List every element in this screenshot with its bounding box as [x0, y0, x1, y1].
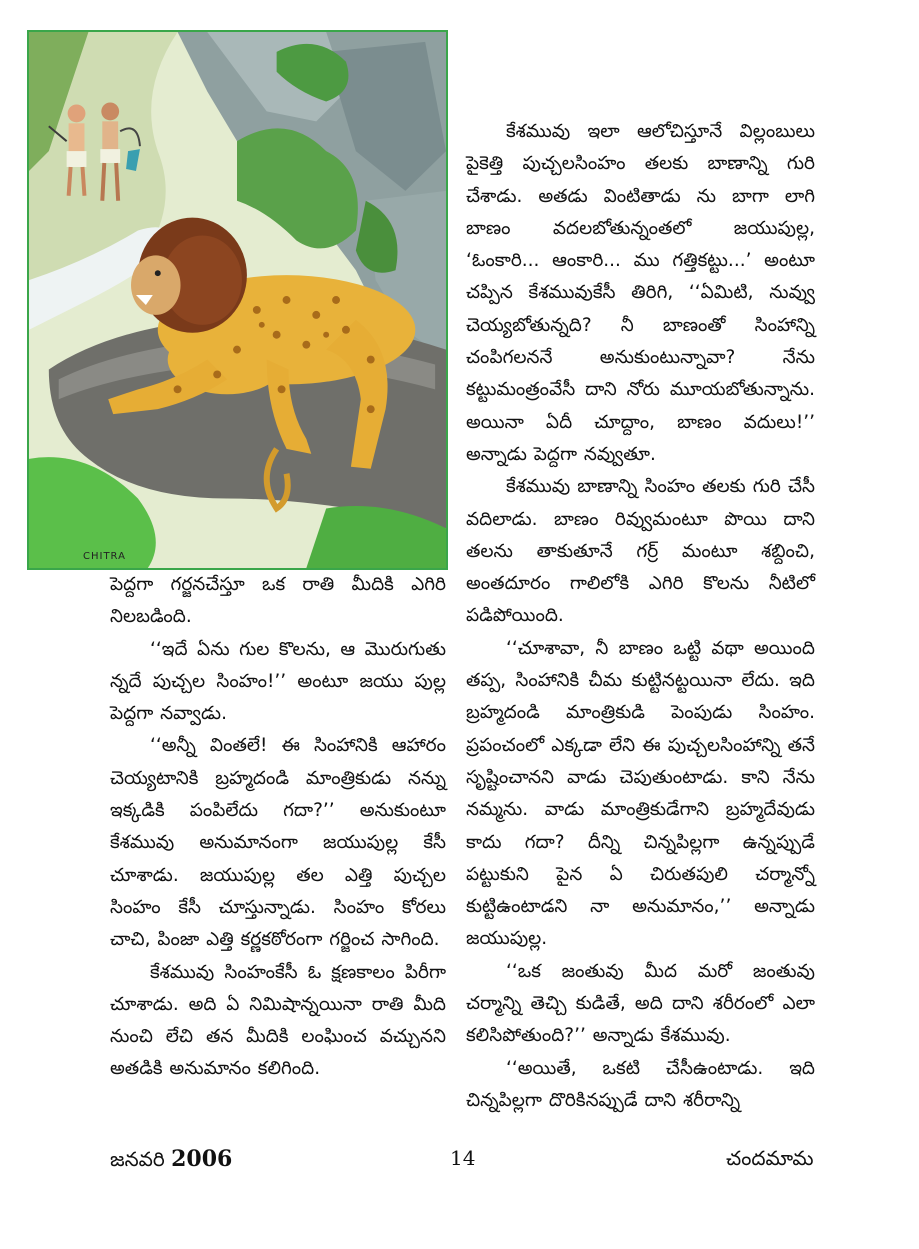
paragraph: కేశమువు సింహంకేసీ ఓ క్షణకాలం పిరీగా చూశాడు. అది ఏ నిమిషాన్నయినా రాతి మీది నుంచి లేచి తన మీదికి లంఘించ వచ్చునని అతడికి అనుమానం కలిగింది.: [110, 961, 446, 1080]
story-illustration: [27, 30, 448, 570]
artist-signature: CHITRA: [83, 551, 126, 562]
paragraph: కేశమువు ఇలా ఆలోచిస్తూనే విల్లంబులు పైకెత్తి పుచ్చలసింహం తలకు బాణాన్ని గురి చేశాడు. అతడు వింటితాడు ను బాగా లాగి బాణం వదలబోతున్నంతలో జయుపుల్ల, ‘ఓంకారి... ఆంకారి... ము గత్తికట్టు...’ అంటూ చప్పిన కేశమువుకేసీ తిరిగి, ‘‘ఏమిటి, నువ్వు చెయ్యబోతున్నది? నీ బాణంతో సింహాన్ని చంపిగలననే అనుకుంటున్నావా? నేను కట్టుమంత్రంవేసీ దాని నోరు మూయబోతున్నాను. అయినా ఏదీ చూద్దాం, బాణం వదులు!’’ అన్నాడు పెద్దగా నవ్వుతూ.: [466, 121, 815, 465]
paragraph: పెద్దగా గర్జనచేస్తూ ఒక రాతి మీదికి ఎగిరి నిలబడింది.: [110, 574, 446, 628]
paragraph: ‘‘ఒక జంతువు మీద మరో జంతువు చర్మాన్ని తెచ్చి కుడితే, అది దాని శరీరంలో ఎలా కలిసిపోతుంది?’’ అన్నాడు కేశమువు.: [466, 960, 815, 1047]
footer-issue-date: [110, 1146, 232, 1176]
paragraph: కేశమువు బాణాన్ని సింహం తలకు గురి చేసీ వదిలాడు. బాణం రివ్వుమంటూ పొయి దాని తలను తాకుతూనే గర్ర్ మంటూ శబ్దించి, అంతదూరం గాలిలోకి ఎగిరి కొలను నీటిలో పడిపోయింది.: [466, 476, 815, 627]
lion-rock-illustration: [29, 32, 446, 568]
page-number: 14: [450, 1146, 476, 1170]
left-text-column: [110, 569, 446, 1086]
paragraph: ‘‘ఇదే ఏను గుల కొలను, ఆ మొరుగుతు న్నదే పుచ్చల సింహం!’’ అంటూ జయు పుల్ల పెద్దగా నవ్వాడు.: [110, 638, 446, 725]
paragraph: ‘‘అయితే, ఒకటి చేసీఉంటాడు. ఇది చిన్నపిల్లగా దొరికినప్పుడే దాని శరీరాన్ని: [466, 1057, 815, 1111]
footer-month: జనవరి: [110, 1147, 165, 1171]
paragraph: ‘‘చూశావా, నీ బాణం ఒట్టి వథా అయింది తప్ప, సింహానికి చీమ కుట్టినట్టయినా లేదు. ఇది బ్రహ్మదండి మాంత్రికుడి పెంపుడు సింహం. ప్రపంచంలో ఎక్కడా లేని ఈ పుచ్చలసింహాన్ని తనే సృష్టించానని వాడు చెపుతుంటాడు. కాని నేను నమ్మను. వాడు మాంత్రికుడేగాని బ్రహ్మదేవుడు కాదు గదా? దీన్ని చిన్నపిల్లగా ఉన్నప్పుడే పట్టుకుని పైన ఏ చిరుతపులి చర్మాన్నో కుట్టిఉంటాడని నా అనుమానం,’’ అన్నాడు జయుపుల్ల.: [466, 637, 815, 950]
paragraph: ‘‘అన్నీ వింతలే! ఈ సింహానికి ఆహారం చెయ్యటానికి బ్రహ్మదండి మాంత్రికుడు నన్ను ఇక్కడికి పంపిలేదు గదా?’’ అనుకుంటూ కేశమువు అనుమానంగా జయుపుల్ల కేసీ చూశాడు. జయుపుల్ల తల ఎత్తి పుచ్చల సింహం కేసీ చూస్తున్నాడు. సింహం కోరలు చాచి, పింజా ఎత్తి కర్ణకఠోరంగా గర్జించ సాగింది.: [110, 735, 446, 951]
right-text-column: [466, 116, 815, 1117]
magazine-name: చందమామ: [726, 1146, 814, 1170]
footer-year: 2006: [171, 1146, 233, 1172]
